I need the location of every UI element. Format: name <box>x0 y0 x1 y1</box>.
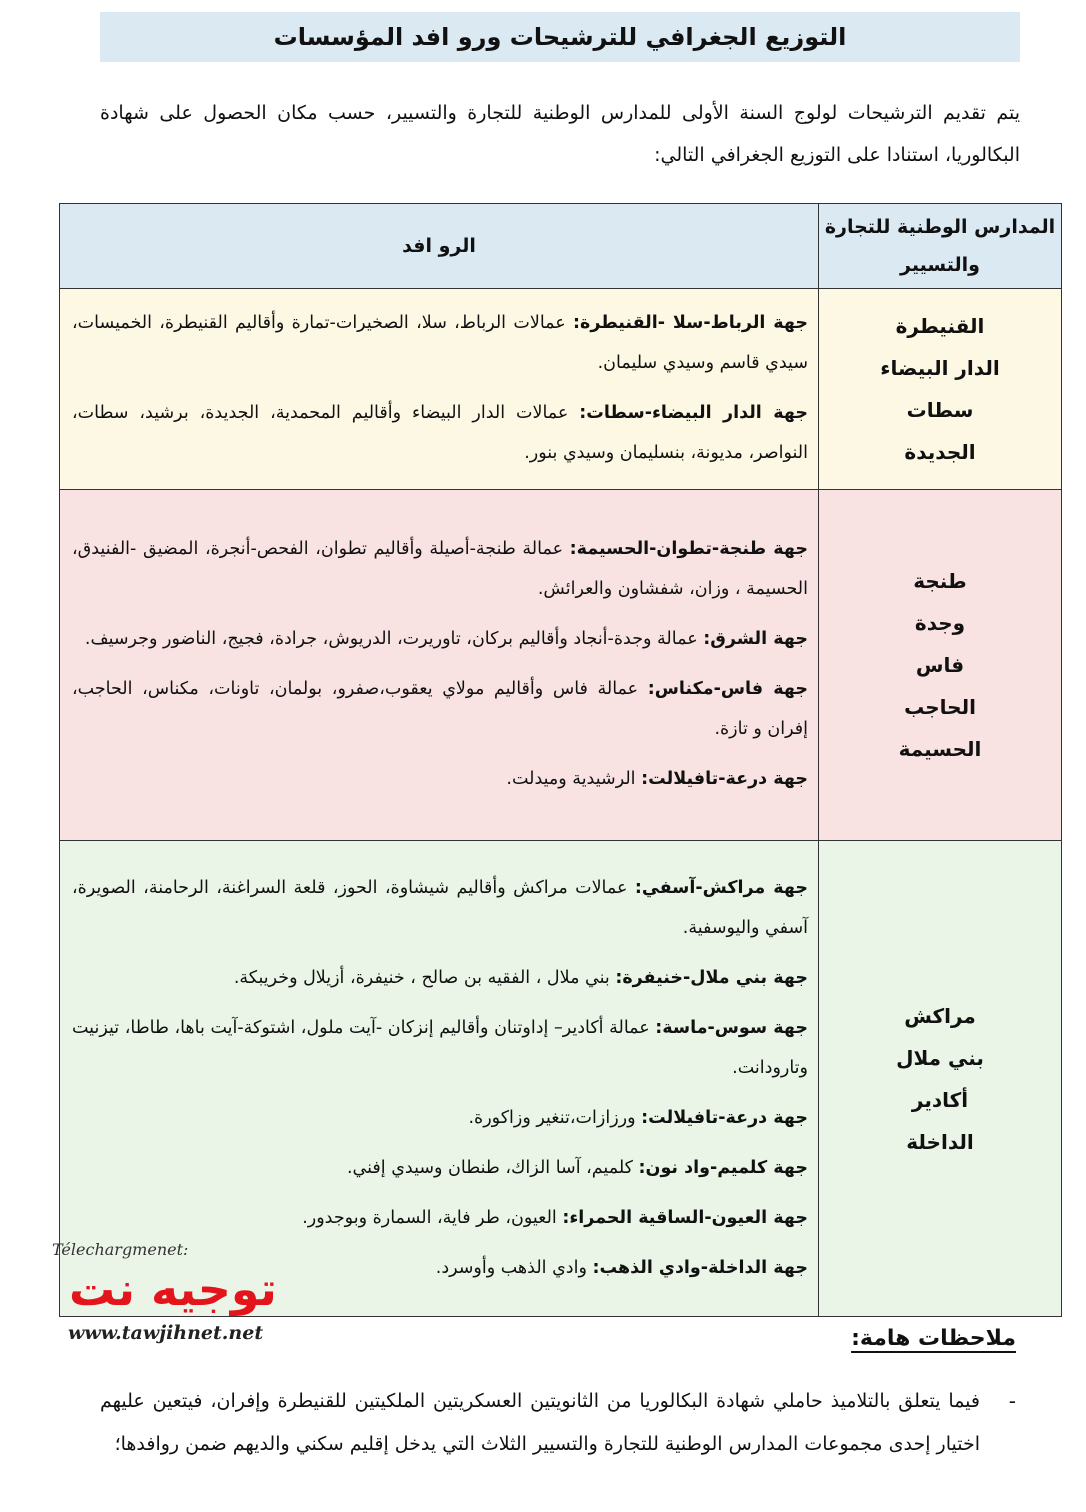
region-name: جهة العيون-الساقية الحمراء: <box>562 1207 808 1228</box>
region-prefectures: ورزازات،تنغير وزاكورة. <box>468 1107 642 1128</box>
region-prefectures: بني ملال ، الفقيه بن صالح ، خنيفرة، أزيلال وخريبكة. <box>233 967 616 988</box>
region-name: جهة كلميم-واد نون: <box>638 1157 808 1178</box>
region-prefectures: عمالة طنجة-أصيلة وأقاليم تطوان، الفحص-أنجرة، المضيق -الفنيدق، الحسيمة ، وزان، شفشاون والعرائش. <box>72 539 808 599</box>
region-entry <box>72 393 808 473</box>
intro-paragraph: يتم تقديم الترشيحات لولوج السنة الأولى للمدارس الوطنية للتجارة والتسيير، حسب مكان الحصول على شهادة البكالوريا، استنادا على التوزيع الجغرافي التالي: <box>100 102 1020 166</box>
region-prefectures: وادي الذهب وأوسرد. <box>435 1257 593 1278</box>
tawjihnet-logo: توجيه نت <box>69 1262 277 1316</box>
region-entry <box>72 868 808 948</box>
school-name: مراكش <box>904 1003 976 1028</box>
header-schools: المدارس الوطنية للتجارة والتسيير <box>819 204 1062 289</box>
school-name: الحسيمة <box>898 737 982 761</box>
note-bullet-dash: - <box>1008 1389 1016 1413</box>
region-prefectures: عمالات الدار البيضاء وأقاليم المحمدية، الجديدة، برشيد، سطات، النواصر، مديونة، بنسليمان وسيدي بنور. <box>72 403 808 463</box>
feeders-cell <box>60 289 819 490</box>
school-name: وجدة <box>914 611 966 635</box>
school-cell <box>819 289 1062 490</box>
school-name: القنيطرة <box>895 314 985 338</box>
region-entry <box>72 1008 808 1088</box>
school-name: بني ملال <box>896 1045 984 1070</box>
region-name: جهة فاس-مكناس: <box>647 679 808 699</box>
region-name: جهة الرباط-سلا -القنيطرة: <box>573 313 809 333</box>
header-feeders: الرو افد <box>60 204 819 289</box>
region-entry <box>72 619 808 659</box>
region-entry <box>72 1148 808 1188</box>
region-entry <box>72 759 808 799</box>
region-name: جهة سوس-ماسة: <box>655 1017 808 1038</box>
school-name: الجديدة <box>904 440 976 464</box>
table-body <box>60 289 1062 1317</box>
school-cell <box>819 841 1062 1317</box>
feeders-cell <box>60 490 819 841</box>
region-prefectures: عمالة وجدة-أنجاد وأقاليم بركان، تاوريرت، الدريوش، جرادة، فجيج، الناضور وجرسيف. <box>84 629 704 649</box>
distribution-table <box>59 203 1062 1317</box>
region-prefectures: عمالات الرباط، سلا، الصخيرات-تمارة وأقاليم القنيطرة، الخميسات، سيدي قاسم وسيدي سليمان. <box>72 313 808 373</box>
school-name: الداخلة <box>906 1129 974 1154</box>
school-cell <box>819 490 1062 841</box>
school-name: سطات <box>906 398 974 422</box>
school-name: فاس <box>915 653 965 677</box>
region-name: جهة بني ملال-خنيفرة: <box>615 967 808 988</box>
school-name: الحاجب <box>904 695 976 719</box>
region-name: جهة درعة-تافيلالت: <box>641 769 808 789</box>
watermark-download-label: Télechargmenet: <box>52 1240 189 1259</box>
region-entry <box>72 1098 808 1138</box>
region-name: جهة الداخلة-وادي الذهب: <box>592 1257 808 1278</box>
notes-heading: ملاحظات هامة: <box>851 1326 1016 1351</box>
table-header-row <box>60 204 1062 289</box>
region-name: جهة الشرق: <box>703 629 808 649</box>
region-prefectures: كلميم، آسا الزاك، طنطان وسيدي إفني. <box>346 1157 639 1178</box>
region-name: جهة مراكش-آسفي: <box>634 877 808 898</box>
watermark-url: www.tawjihnet.net <box>68 1322 264 1344</box>
table-row <box>60 289 1062 490</box>
page-title: التوزيع الجغرافي للترشيحات ورو افد المؤسسات <box>100 12 1020 62</box>
watermark <box>48 1240 298 1348</box>
note-item: فيما يتعلق بالتلاميذ حاملي شهادة البكالوريا من الثانويتين العسكريتين الملكيتين للقنيطرة وإفران، فيتعين عليهم اختيار إحدى مجموعات المدارس الوطنية للتجارة والتسيير الثلاث التي يدخل إقليم سكني والديهم ضمن روافدها؛ <box>100 1390 980 1455</box>
school-name: أكادير <box>911 1087 969 1112</box>
region-entry <box>72 303 808 383</box>
region-prefectures: عمالة فاس وأقاليم مولاي يعقوب،صفرو، بولمان، تاونات، مكناس، الحاجب، إفران و تازة. <box>72 679 808 739</box>
region-entry <box>72 669 808 749</box>
region-name: جهة طنجة-تطوان-الحسيمة: <box>569 539 808 559</box>
region-name: جهة الدار البيضاء-سطات: <box>579 403 808 423</box>
region-prefectures: الرشيدية وميدلت. <box>506 769 642 789</box>
region-entry <box>72 958 808 998</box>
school-name: الدار البيضاء <box>880 356 1000 380</box>
region-entry <box>72 529 808 609</box>
region-prefectures: العيون، طر فاية، السمارة وبوجدور. <box>302 1207 563 1228</box>
region-prefectures: عمالات مراكش وأقاليم شيشاوة، الحوز، قلعة السراغنة، الرحامنة، الصويرة، آسفي واليوسفية. <box>72 877 808 938</box>
school-name: طنجة <box>913 569 967 593</box>
table-row <box>60 490 1062 841</box>
region-name: جهة درعة-تافيلالت: <box>641 1107 808 1128</box>
region-entry <box>72 1198 808 1238</box>
region-prefectures: عمالة أكادير– إداوتنان وأقاليم إنزكان -آيت ملول، اشتوكة-آيت باها، طاطا، تيزنيت وتارودانت. <box>72 1017 808 1078</box>
